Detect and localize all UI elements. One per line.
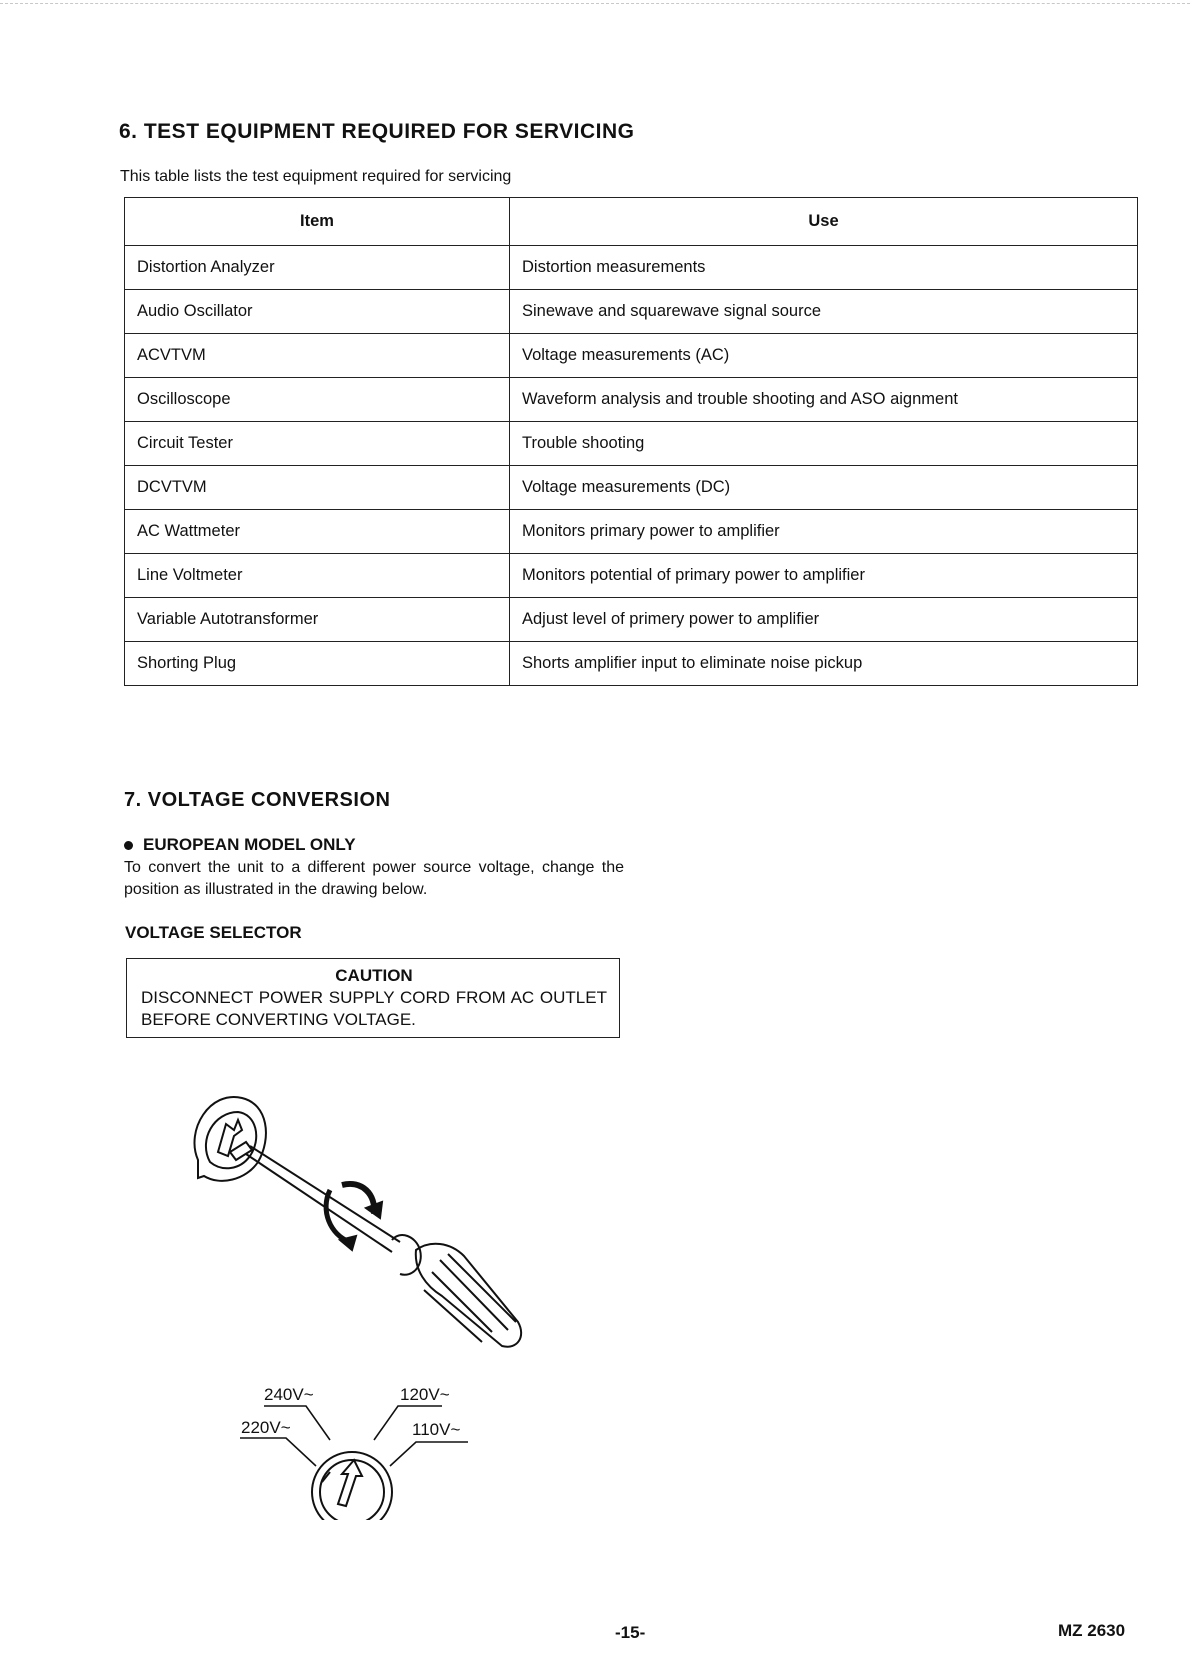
- model-number: MZ 2630: [1058, 1621, 1126, 1640]
- section-6-intro: This table lists the test equipment required for servicing: [120, 168, 512, 185]
- use-cell: Adjust level of primery power to amplifier: [510, 598, 1138, 642]
- use-cell: Shorts amplifier input to eliminate noise pickup: [510, 642, 1138, 686]
- table-header-row: [125, 198, 1138, 246]
- voltage-selector-heading: VOLTAGE SELECTOR: [125, 923, 302, 942]
- use-cell: Trouble shooting: [510, 422, 1138, 466]
- label-110v: 110V~: [412, 1420, 461, 1439]
- use-cell: Monitors primary power to amplifier: [510, 510, 1138, 554]
- use-cell: Monitors potential of primary power to amplifier: [510, 554, 1138, 598]
- selector-knob-icon: [312, 1452, 392, 1520]
- item-cell: ACVTVM: [125, 334, 510, 378]
- leader-120v: [374, 1406, 442, 1440]
- test-equipment-table: [124, 197, 1138, 686]
- item-cell: Shorting Plug: [125, 642, 510, 686]
- label-120v: 120V~: [400, 1385, 450, 1404]
- table-row: [125, 334, 1138, 378]
- column-header-item: Item: [125, 198, 510, 246]
- page-number: -15-: [615, 1623, 646, 1642]
- item-cell: Distortion Analyzer: [125, 246, 510, 290]
- use-cell: Distortion measurements: [510, 246, 1138, 290]
- caution-title: CAUTION: [335, 966, 413, 985]
- voltage-selector-diagram: [230, 1370, 480, 1520]
- screwdriver-icon: [230, 1142, 521, 1347]
- column-header-use: Use: [510, 198, 1138, 246]
- screwdriver-selector-illustration: [180, 1090, 580, 1370]
- item-cell: Audio Oscillator: [125, 290, 510, 334]
- item-cell: Circuit Tester: [125, 422, 510, 466]
- use-cell: Voltage measurements (DC): [510, 466, 1138, 510]
- leader-240v: [264, 1406, 330, 1440]
- leader-220v: [240, 1438, 316, 1466]
- label-240v: 240V~: [264, 1385, 314, 1404]
- table-row: [125, 466, 1138, 510]
- leader-110v: [390, 1442, 468, 1466]
- european-model-bullet: [124, 835, 356, 855]
- use-cell: Sinewave and squarewave signal source: [510, 290, 1138, 334]
- caution-box: [126, 958, 620, 1038]
- table-row: [125, 378, 1138, 422]
- selector-disc-icon: [194, 1097, 265, 1181]
- use-cell: Waveform analysis and trouble shooting and ASO aignment: [510, 378, 1138, 422]
- table-row: [125, 510, 1138, 554]
- bullet-text: EUROPEAN MODEL ONLY: [143, 835, 356, 854]
- item-cell: AC Wattmeter: [125, 510, 510, 554]
- item-cell: Variable Autotransformer: [125, 598, 510, 642]
- conversion-paragraph: To convert the unit to a different power source voltage, change the position as illustrated in the drawing below.: [124, 859, 624, 898]
- item-cell: Line Voltmeter: [125, 554, 510, 598]
- table-row: [125, 246, 1138, 290]
- table-row: [125, 554, 1138, 598]
- caution-body: DISCONNECT POWER SUPPLY CORD FROM AC OUTLET BEFORE CONVERTING VOLTAGE.: [141, 988, 607, 1029]
- label-220v: 220V~: [241, 1418, 291, 1437]
- bullet-dot-icon: [124, 841, 133, 850]
- table-row: [125, 290, 1138, 334]
- item-cell: Oscilloscope: [125, 378, 510, 422]
- item-cell: DCVTVM: [125, 466, 510, 510]
- section-7-heading: 7. VOLTAGE CONVERSION: [124, 789, 391, 811]
- section-6-heading: 6. TEST EQUIPMENT REQUIRED FOR SERVICING: [119, 120, 635, 143]
- table-row: [125, 642, 1138, 686]
- table-row: [125, 422, 1138, 466]
- table-row: [125, 598, 1138, 642]
- use-cell: Voltage measurements (AC): [510, 334, 1138, 378]
- scan-edge-line: [0, 3, 1190, 4]
